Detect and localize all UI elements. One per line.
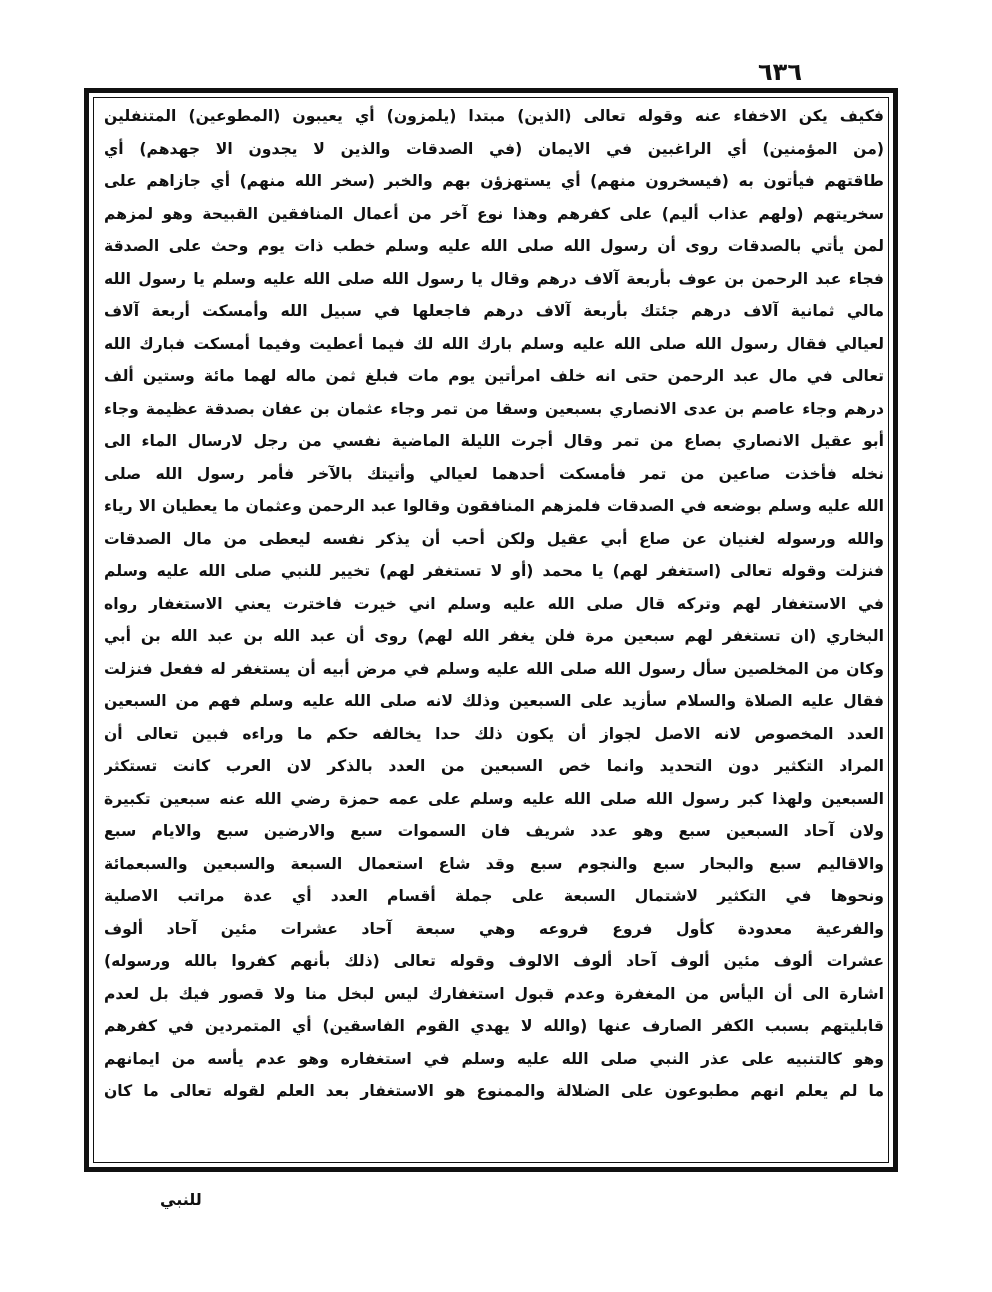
text-line: ونحوها في التكثير لاشتمال السبعة على جملة أقسام العدد أي عدة مراتب الاصلية — [104, 887, 884, 905]
text-line: اشارة الى أن اليأس من المغفرة وعدم قبول استغفارك ليس لبخل منا ولا قصور فيك بل لعدم — [104, 984, 884, 1003]
text-line: نخله فأخذت صاعين من تمر فأمسكت أحدهما لعيالي وأتيتك بالآخر فأمر رسول الله صلى — [104, 464, 884, 483]
text-line: ما لم يعلم انهم مطبوعون على الضلالة والممنوع هو الاستغفار بعد العلم لقوله تعالى ما كان — [104, 1082, 884, 1100]
text-line: البخاري (ان تستغفر لهم سبعين مرة فلن يغفر الله لهم) روى أن عبد الله بن عبد الله بن أبي — [104, 627, 884, 645]
text-line: فقال عليه الصلاة والسلام سأزيد على السبعين وذلك لانه صلى الله عليه وسلم فهم من السبعين — [104, 692, 884, 710]
text-line: لمن يأتي بالصدقات روى أن رسول الله صلى الله عليه وسلم خطب ذات يوم وحث على الصدقة — [104, 237, 884, 255]
text-line: ولان آحاد السبعين سبع وهو عدد شريف فان السموات سبع والارضين سبع والايام سبع — [104, 822, 884, 840]
text-line: درهم وجاء عاصم بن عدى الانصاري بسبعين وسقا من تمر وجاء عثمان بن عفان بصدقة عظيمة وجاء — [104, 399, 884, 418]
text-line: الله عليه وسلم بوضعه في الصدقات فلمزهم المنافقون وقالوا عبد الرحمن وعثمان ما يعطيان الا رياء — [104, 497, 884, 515]
text-line: المراد التكثير دون التحديد وانما خص السبعين من العدد بالذكر لان العرب كانت تستكثر — [104, 757, 884, 775]
text-line: وهو كالتنبيه على عذر النبي صلى الله عليه وسلم في استغفاره وهو عدم يأسه من ايمانهم — [104, 1049, 884, 1068]
text-line: السبعين ولهذا كبر رسول الله صلى الله عليه وسلم على عمه حمزة رضي الله عنه سبعين تكبيرة — [104, 789, 884, 808]
text-line: في الاستغفار لهم وتركه قال صلى الله عليه وسلم اني خيرت فاخترت يعني الاستغفار رواه — [104, 594, 884, 613]
text-line: سخريتهم (ولهم عذاب أليم) على كفرهم وهذا نوع آخر من أعمال المنافقين القبيحة وهو لمزهم — [104, 204, 884, 223]
text-line: فكيف يكن الاخفاء عنه وقوله تعالى (الذين) مبتدا (يلمزون) أي يعيبون (المطوعين) المتنفلين — [104, 107, 884, 125]
text-line: قابليتهم بسبب الكفر الصارف عنها (والله لا يهدي القوم الفاسقين) أي المتمردين في كفرهم — [104, 1017, 884, 1035]
text-line: لعيالي فقال رسول الله صلى الله عليه وسلم بارك الله لك فيما أعطيت وفيما أمسكت فبارك الله — [104, 334, 884, 353]
text-line: العدد المخصوص لانه الاصل لجواز أن يكون ذلك حدا يخالفه حكم ما وراءه فبين تعالى أن — [104, 724, 884, 743]
text-line: طاقتهم فيأتون به (فيسخرون منهم) أي يستهزؤن بهم والخبر (سخر الله منهم) أي جازاهم على — [104, 172, 884, 190]
text-line: والفرعية معدودة كأول فروع فروعه وهي سبعة آحاد عشرات مئين آحاد ألوف — [104, 919, 884, 938]
catchword: للنبي — [160, 1190, 202, 1209]
text-line: والله ورسوله لغنيان عن صاع أبي عقيل ولكن أحب أن يذكر نفسه ليعطى من مال الصدقات — [104, 529, 884, 548]
text-line: تعالى في مال عبد الرحمن حتى انه خلف امرأتين يوم مات فبلغ ثمن ماله لهما مائة وستين ألف — [104, 367, 884, 385]
text-line: أبو عقيل الانصاري بصاع من تمر وقال أجرت الليلة الماضية نفسي من رجل لارسال الماء الى — [104, 432, 884, 450]
text-line: مالي ثمانية آلاف درهم جئتك بأربعة آلاف درهم فاجعلها في سبيل الله وأمسكت أربعة آلاف — [104, 302, 884, 320]
text-line: عشرات ألوف مئين ألوف آحاد ألوف الالوف وقوله تعالى (ذلك بأنهم كفروا بالله ورسوله) — [104, 952, 884, 970]
text-line: (من المؤمنين) أي الراغبين في الايمان (في الصدقات والذين لا يجدون الا جهدهم) أي — [104, 139, 884, 158]
text-line: والاقاليم سبع والبحار سبع والنجوم سبع وقد شاع استعمال السبعة والسبعين والسبعمائة — [104, 854, 884, 873]
page-number: ٦٣٦ — [758, 58, 802, 86]
text-line: فنزلت وقوله تعالى (استغفر لهم) يا محمد (أو لا تستغفر لهم) تخيير للنبي صلى الله عليه وسلم — [104, 562, 884, 580]
text-line: وكان من المخلصين سأل رسول الله صلى الله عليه وسلم في مرض أبيه أن يستغفر له ففعل فنزلت — [104, 659, 884, 678]
text-block — [104, 100, 884, 1162]
text-line: فجاء عبد الرحمن بن عوف بأربعة آلاف درهم وقال يا رسول الله صلى الله عليه وسلم يا رسول الله — [104, 269, 884, 288]
